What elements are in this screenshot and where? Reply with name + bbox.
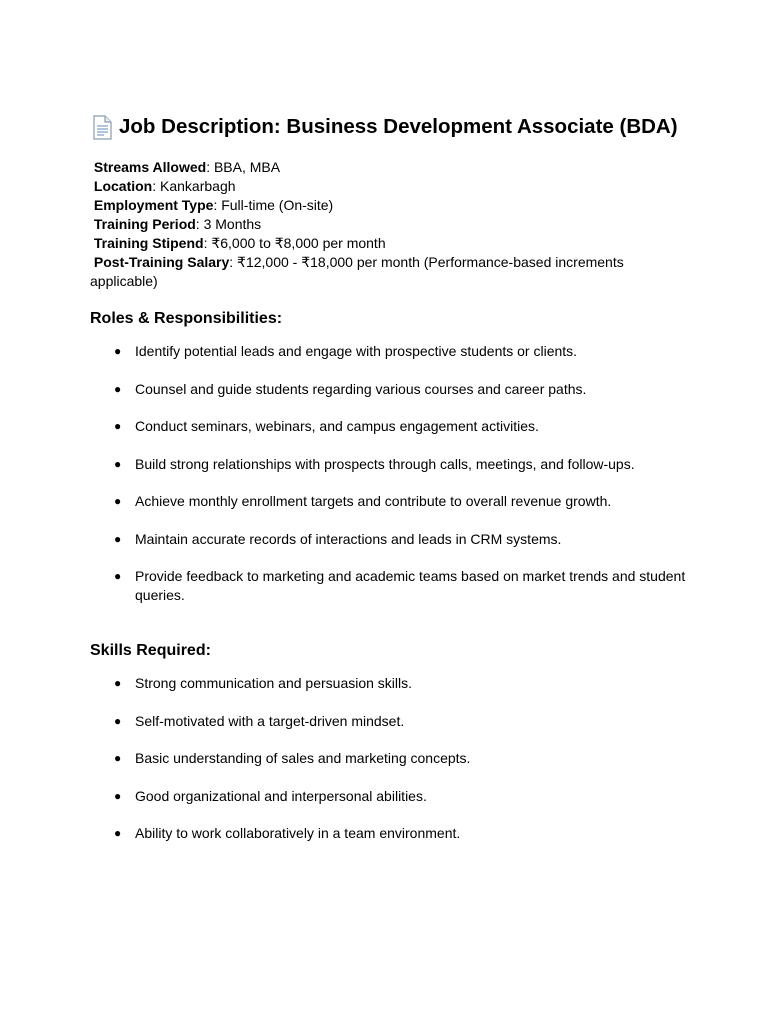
list-item — [90, 530, 690, 549]
detail-value: : 3 Months — [195, 216, 262, 232]
skills-heading: Skills Required: — [90, 642, 211, 659]
list-item — [90, 342, 690, 361]
skills-list — [90, 674, 690, 843]
detail-training-period — [90, 215, 690, 234]
bullet-icon: ● — [114, 419, 122, 433]
list-item-text: Achieve monthly enrollment targets and contribute to overall revenue growth. — [135, 493, 612, 509]
roles-heading: Roles & Responsibilities: — [90, 310, 283, 327]
detail-location — [90, 177, 690, 196]
list-item — [90, 712, 690, 731]
detail-post-training-salary — [90, 253, 690, 291]
bullet-icon: ● — [114, 826, 122, 840]
detail-training-stipend — [90, 234, 690, 253]
list-item — [90, 417, 690, 436]
bullet-icon: ● — [114, 381, 122, 396]
list-item-text: Build strong relationships with prospects through calls, meetings, and follow-ups. — [135, 455, 635, 472]
list-item — [90, 492, 690, 511]
bullet-icon: ● — [114, 713, 122, 728]
detail-value: : ₹6,000 to ₹8,000 per month — [203, 235, 386, 251]
bullet-icon: ● — [114, 344, 122, 358]
list-item-text: Provide feedback to marketing and academic teams based on market trends and student queries. — [135, 568, 686, 603]
page-title — [90, 112, 690, 141]
detail-label: Employment Type — [93, 197, 214, 213]
job-details — [90, 158, 690, 291]
list-item-text: Basic understanding of sales and marketing concepts. — [135, 750, 471, 766]
detail-employment-type — [90, 196, 690, 215]
detail-label: Training Stipend — [93, 235, 204, 251]
bullet-icon: ● — [114, 569, 122, 583]
bullet-icon: ● — [114, 456, 122, 471]
detail-label: Training Period — [93, 216, 196, 232]
bullet-icon: ● — [114, 494, 122, 508]
list-item — [90, 787, 690, 806]
list-item-text: Good organizational and interpersonal abilities. — [135, 787, 427, 804]
detail-value: : Full-time (On-site) — [213, 197, 334, 213]
detail-value: : ₹12,000 - ₹18,000 per month (Performance-based increments applicable) — [90, 254, 624, 289]
bullet-icon: ● — [114, 676, 122, 690]
list-item-text: Counsel and guide students regarding various courses and career paths. — [135, 380, 587, 397]
page-title-text: Job Description: Business Development Associate (BDA) — [119, 115, 678, 138]
bullet-icon: ● — [114, 531, 122, 546]
detail-label: Location — [93, 178, 153, 194]
list-item-text: Self-motivated with a target-driven mindset. — [135, 712, 405, 729]
list-item — [90, 749, 690, 768]
document-icon — [92, 115, 112, 140]
list-item-text: Strong communication and persuasion skills. — [135, 675, 413, 691]
document-page — [90, 112, 690, 843]
list-item-text: Maintain accurate records of interactions and leads in CRM systems. — [135, 530, 562, 547]
detail-label: Streams Allowed — [93, 159, 207, 175]
list-item — [90, 455, 690, 474]
bullet-icon: ● — [114, 788, 122, 803]
list-item — [90, 567, 690, 605]
list-item — [90, 824, 690, 843]
roles-list — [90, 342, 690, 605]
list-item-text: Identify potential leads and engage with prospective students or clients. — [135, 343, 578, 359]
list-item-text: Conduct seminars, webinars, and campus engagement activities. — [135, 418, 539, 434]
detail-value: : Kankarbagh — [152, 178, 236, 194]
detail-value: : BBA, MBA — [206, 159, 281, 175]
list-item — [90, 380, 690, 399]
list-item — [90, 674, 690, 693]
list-item-text: Ability to work collaboratively in a team environment. — [135, 825, 461, 841]
bullet-icon: ● — [114, 751, 122, 765]
detail-streams-allowed — [90, 158, 690, 177]
detail-label: Post-Training Salary — [93, 254, 230, 270]
